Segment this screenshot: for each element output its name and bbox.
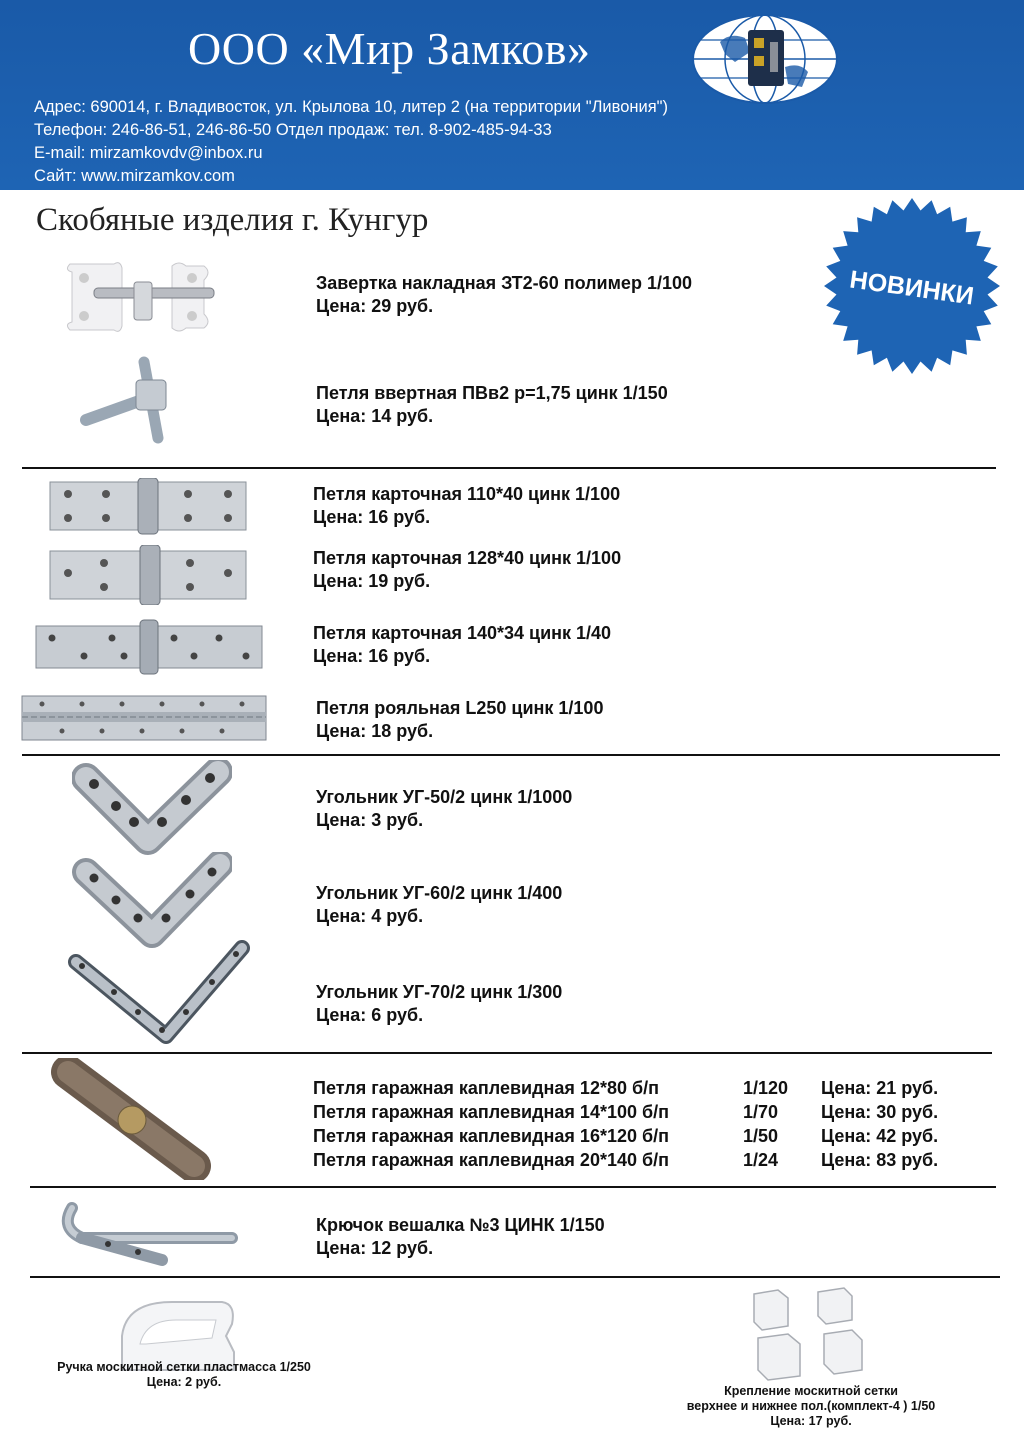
garage-hinge-price: Цена: 30 руб. (821, 1102, 939, 1122)
corner-ug70-image (66, 940, 252, 1046)
item-price: Цена: 2 руб. (146, 1375, 222, 1389)
garage-hinge-pack: 1/50 (743, 1126, 779, 1146)
item-name-line2: верхнее и нижнее пол.(комплект-4 ) 1/50 (686, 1399, 936, 1413)
divider (30, 1186, 996, 1188)
item-name: Ручка москитной сетки пластмасса 1/250 (57, 1360, 311, 1374)
garage-hinge-price: Цена: 42 руб. (821, 1126, 939, 1146)
mesh-fastener-image (748, 1286, 868, 1382)
item-name: Петля карточная 140*34 цинк 1/40 (313, 623, 612, 643)
garage-hinge-pack: 1/120 (743, 1078, 789, 1098)
item-price: Цена: 16 руб. (313, 507, 431, 527)
item-price: Цена: 12 руб. (316, 1238, 434, 1258)
site-text: Сайт: www.mirzamkov.com (34, 167, 235, 185)
garage-hinge-row (313, 1100, 971, 1124)
piano-hinge-image (20, 694, 268, 742)
garage-hinge-pack: 1/70 (743, 1102, 779, 1122)
item-price: Цена: 19 руб. (313, 571, 431, 591)
item-latch (316, 272, 692, 318)
item-name: Угольник УГ-50/2 цинк 1/1000 (316, 787, 573, 807)
item-piano-hinge (316, 697, 603, 743)
item-corner-ug50 (316, 786, 572, 832)
item-price: Цена: 3 руб. (316, 810, 424, 830)
phone-text: Телефон: 246-86-51, 246-86-50 Отдел продаж: тел. 8-902-485-94-33 (34, 121, 552, 139)
latch-image (64, 260, 224, 335)
garage-hinge-name: Петля гаражная каплевидная 20*140 б/п (313, 1150, 669, 1170)
garage-hinge-row (313, 1148, 971, 1172)
item-corner-ug60 (316, 882, 562, 928)
garage-hinge-row (313, 1124, 971, 1148)
card-hinge-110-image (48, 478, 248, 536)
item-name: Крючок вешалка №3 ЦИНК 1/150 (316, 1215, 605, 1235)
new-badge (822, 196, 1002, 376)
new-badge-label: НОВИНКИ (847, 265, 976, 311)
item-price: Цена: 29 руб. (316, 296, 434, 316)
address-text: Адрес: 690014, г. Владивосток, ул. Крылова 10, литер 2 (на территории "Ливония") (34, 98, 669, 116)
item-name: Завертка накладная ЗТ2-60 полимер 1/100 (316, 273, 692, 293)
garage-hinge-price: Цена: 21 руб. (821, 1078, 939, 1098)
item-card-hinge-128 (313, 547, 621, 593)
hook-image (52, 1198, 242, 1270)
divider (30, 1276, 1000, 1278)
garage-hinge-pack: 1/24 (743, 1150, 779, 1170)
corner-ug50-image (72, 760, 232, 856)
company-name: ООО «Мир Замков» (188, 23, 591, 74)
item-name: Петля карточная 128*40 цинк 1/100 (313, 548, 622, 568)
item-corner-ug70 (316, 981, 562, 1027)
item-price: Цена: 14 руб. (316, 406, 434, 426)
card-hinge-128-image (48, 545, 248, 605)
email-text: E-mail: mirzamkovdv@inbox.ru (34, 144, 263, 162)
divider (22, 1052, 992, 1054)
garage-hinge-name: Петля гаражная каплевидная 14*100 б/п (313, 1102, 669, 1122)
contacts (34, 96, 668, 188)
item-screw-hinge (316, 382, 668, 428)
card-hinge-140-image (34, 618, 264, 676)
item-name: Петля ввертная ПВв2 p=1,75 цинк 1/150 (316, 383, 668, 403)
divider (22, 467, 996, 469)
divider (22, 754, 1000, 756)
item-name: Петля рояльная L250 цинк 1/100 (316, 698, 604, 718)
item-name: Угольник УГ-70/2 цинк 1/300 (316, 982, 563, 1002)
item-card-hinge-140 (313, 622, 611, 668)
garage-hinge-row (313, 1076, 971, 1100)
item-price: Цена: 16 руб. (313, 646, 431, 666)
item-card-hinge-110 (313, 483, 620, 529)
item-price: Цена: 17 руб. (770, 1414, 852, 1428)
corner-ug60-image (72, 852, 232, 948)
garage-hinge-image (46, 1058, 216, 1180)
item-price: Цена: 4 руб. (316, 906, 424, 926)
item-name: Петля карточная 110*40 цинк 1/100 (313, 484, 621, 504)
item-name: Угольник УГ-60/2 цинк 1/400 (316, 883, 563, 903)
garage-hinge-price: Цена: 83 руб. (821, 1150, 939, 1170)
garage-hinge-list (313, 1076, 971, 1172)
mesh-fastener-caption (658, 1384, 964, 1429)
screw-hinge-image (76, 350, 186, 450)
section-title: Скобяные изделия г. Кунгур (36, 202, 429, 238)
mesh-handle-caption (34, 1360, 334, 1390)
garage-hinge-name: Петля гаражная каплевидная 12*80 б/п (313, 1078, 659, 1098)
garage-hinge-name: Петля гаражная каплевидная 16*120 б/п (313, 1126, 669, 1146)
item-hook (316, 1214, 605, 1260)
item-price: Цена: 18 руб. (316, 721, 434, 741)
item-name-line1: Крепление москитной сетки (724, 1384, 898, 1398)
item-price: Цена: 6 руб. (316, 1005, 424, 1025)
header-banner (0, 0, 1024, 190)
globe-logo-icon (690, 12, 840, 107)
